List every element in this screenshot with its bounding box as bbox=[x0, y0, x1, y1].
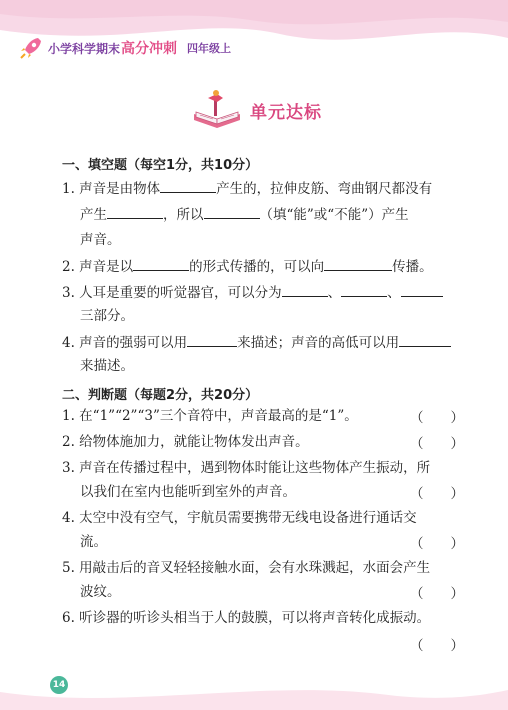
answer-parentheses[interactable]: （ ） bbox=[410, 536, 464, 552]
text: 1. 声音是由物体 bbox=[62, 181, 161, 197]
tf-question-3-line-2: 以我们在室内也能听到室外的声音。 bbox=[80, 484, 296, 500]
text: 传播。 bbox=[392, 259, 433, 275]
question-1-line-2 bbox=[80, 204, 480, 225]
text: 、 bbox=[327, 285, 342, 301]
text: 、 bbox=[387, 285, 401, 301]
tf-question-4-line-1: 4. 太空中没有空气，宇航员需要携带无线电设备进行通话交 bbox=[62, 510, 417, 526]
bottom-decoration bbox=[0, 680, 508, 710]
section-heading-true-false: 二、判断题（每题2分，共20分） bbox=[62, 388, 259, 403]
grade-label: 四年级上 bbox=[187, 42, 232, 55]
answer-parentheses[interactable]: （ ） bbox=[410, 486, 464, 502]
question-3-line-1 bbox=[62, 282, 462, 303]
tf-question-5-line-2: 波纹。 bbox=[80, 584, 121, 600]
open-book-icon bbox=[190, 88, 244, 132]
text: 3. 人耳是重要的听觉器官，可以分为 bbox=[62, 285, 282, 301]
answer-blank[interactable] bbox=[401, 282, 443, 297]
answer-blank[interactable] bbox=[282, 282, 328, 297]
page-header bbox=[18, 32, 231, 64]
text: （填“能”或“不能”）产生 bbox=[259, 207, 409, 223]
answer-blank[interactable] bbox=[341, 282, 387, 297]
tf-question-4-line-2: 流。 bbox=[80, 534, 107, 550]
answer-blank[interactable] bbox=[399, 332, 451, 347]
text: 产生的，拉伸皮筋、弯曲钢尺都没有 bbox=[216, 181, 433, 197]
brand-slogan: 高分冲刺 bbox=[121, 41, 178, 57]
unit-title bbox=[190, 88, 322, 132]
question-4-line-2: 来描述。 bbox=[80, 358, 134, 374]
answer-parentheses[interactable]: （ ） bbox=[410, 410, 464, 426]
text: 的形式传播的，可以向 bbox=[189, 259, 325, 275]
answer-parentheses[interactable]: （ ） bbox=[410, 586, 464, 602]
tf-question-3-line-1: 3. 声音在传播过程中，遇到物体时能让这些物体产生振动，所 bbox=[62, 460, 431, 476]
answer-parentheses[interactable]: （ ） bbox=[410, 436, 464, 452]
tf-question-5-line-1: 5. 用敲击后的音叉轻轻接触水面，会有水珠溅起，水面会产生 bbox=[62, 560, 431, 576]
section-heading-fill-blank: 一、填空题（每空1分，共10分） bbox=[62, 158, 259, 173]
rocket-icon bbox=[18, 35, 44, 61]
text: 4. 声音的强弱可以用 bbox=[62, 335, 188, 351]
answer-blank[interactable] bbox=[160, 178, 216, 193]
question-3-line-2: 三部分。 bbox=[80, 308, 134, 324]
unit-title-text: 单元达标 bbox=[250, 102, 322, 123]
tf-question-2: 2. 给物体施加力，就能让物体发出声音。 bbox=[62, 434, 309, 450]
text: 2. 声音是以 bbox=[62, 259, 134, 275]
answer-blank[interactable] bbox=[107, 204, 163, 219]
answer-blank[interactable] bbox=[187, 332, 237, 347]
question-4-line-1 bbox=[62, 332, 462, 353]
tf-question-6-line-1: 6. 听诊器的听诊头相当于人的鼓膜，可以将声音转化成振动。 bbox=[62, 610, 431, 626]
answer-blank[interactable] bbox=[204, 204, 260, 219]
question-2 bbox=[62, 256, 462, 277]
text: 来描述；声音的高低可以用 bbox=[237, 335, 400, 351]
page-number: 14 bbox=[50, 676, 68, 694]
question-1-line-1 bbox=[62, 178, 462, 199]
text: 产生 bbox=[80, 207, 107, 223]
tf-question-1: 1. 在“1”“2”“3”三个音符中，声音最高的是“1”。 bbox=[62, 408, 358, 424]
text: ，所以 bbox=[163, 207, 204, 223]
answer-blank[interactable] bbox=[324, 256, 392, 271]
answer-parentheses[interactable]: （ ） bbox=[410, 638, 464, 654]
answer-blank[interactable] bbox=[133, 256, 189, 271]
question-1-line-3: 声音。 bbox=[80, 232, 121, 248]
brand-name: 小学科学期末 bbox=[48, 41, 121, 56]
